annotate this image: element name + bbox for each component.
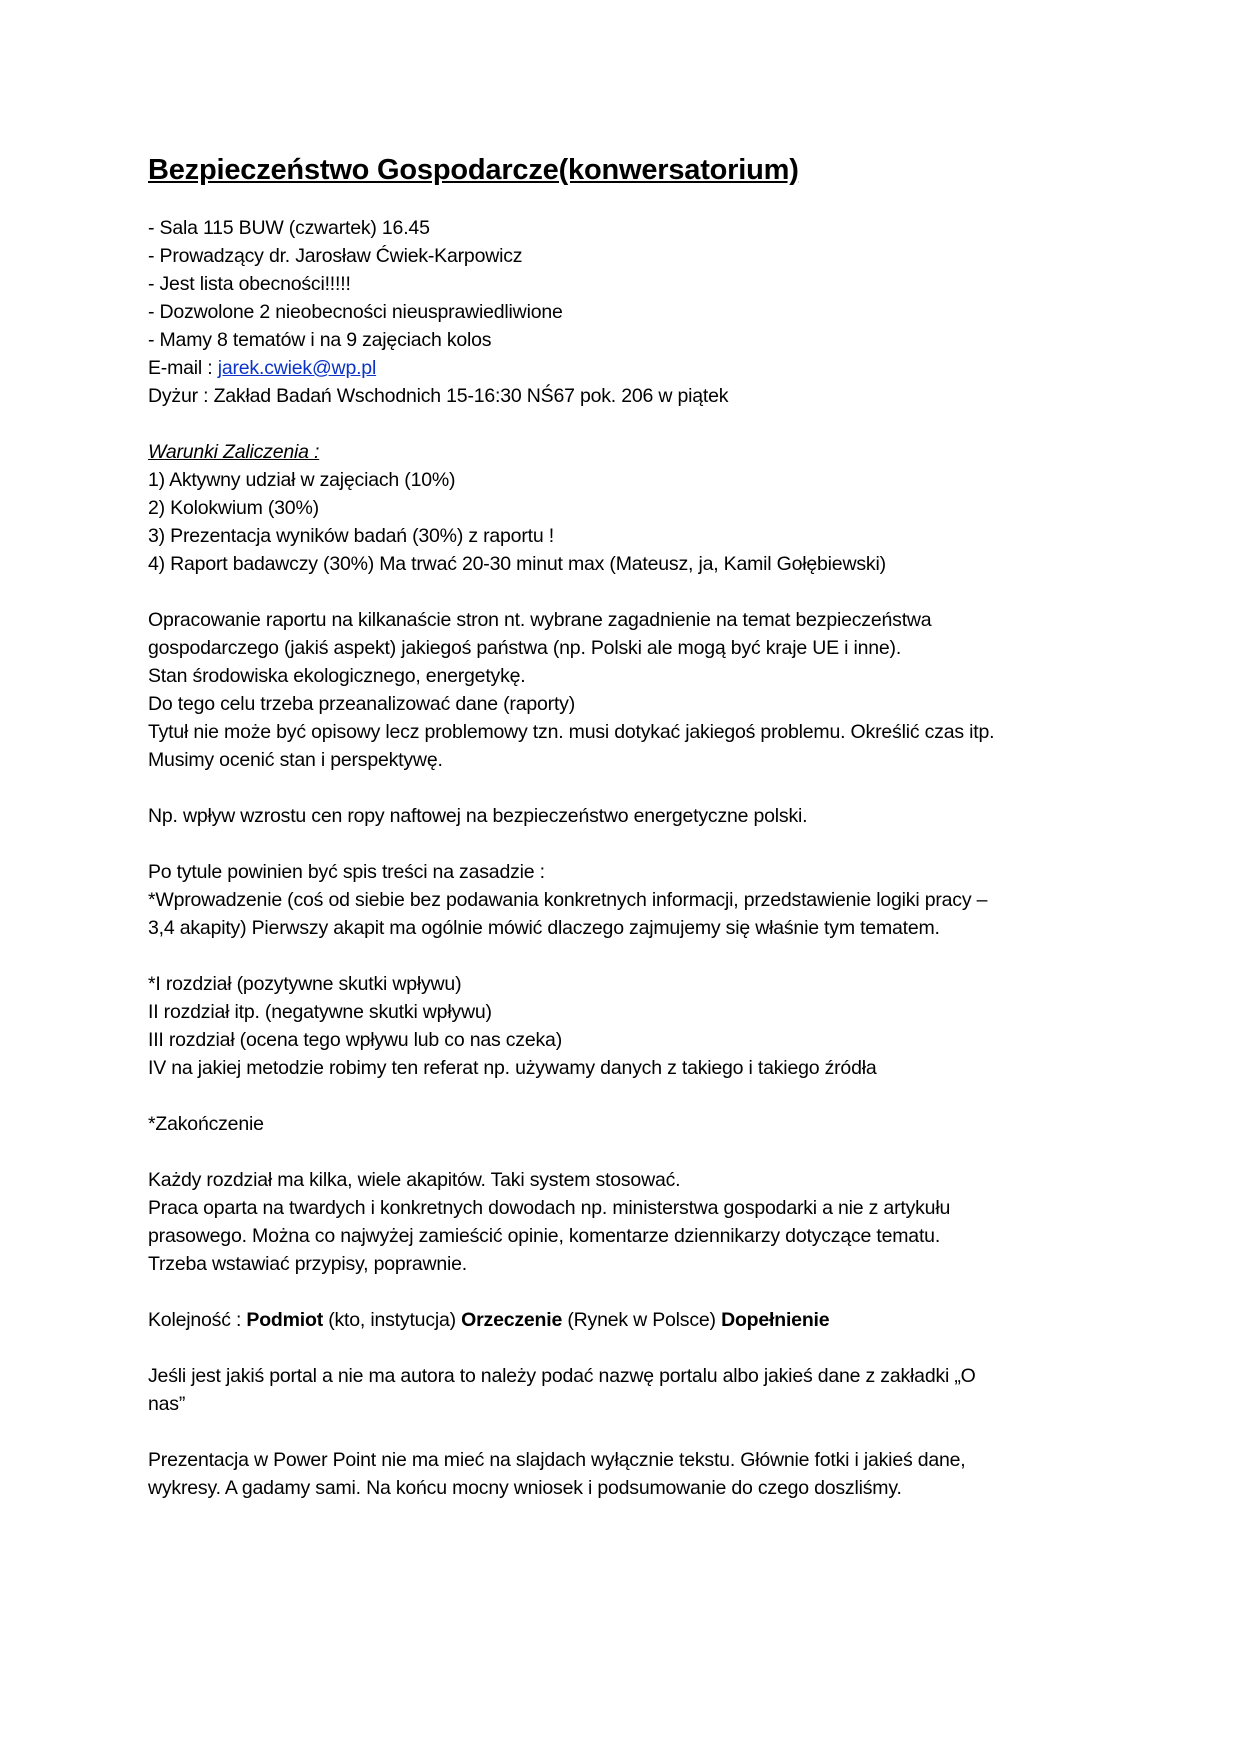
info-room: - Sala 115 BUW (czwartek) 16.45 [148,217,430,239]
chapter-item: II rozdział itp. (negatywne skutki wpływu) [148,1001,492,1023]
order-predicate-note: (Rynek w Polsce) [562,1309,722,1331]
condition-item: 3) Prezentacja wyników badań (30%) z raportu ! [148,525,554,547]
order-subject: Podmiot [246,1309,323,1331]
presentation-note [148,1446,1108,1502]
info-attendance: - Jest lista obecności!!!!! [148,273,351,295]
paragraph-line: Każdy rozdział ma kilka, wiele akapitów. Taki system stosować. [148,1169,681,1191]
info-email-line [148,354,1108,382]
chapters-list [148,970,1108,1082]
course-info [148,214,1108,410]
work-guidelines [148,1166,1108,1278]
email-link[interactable]: jarek.cwiek@wp.pl [217,357,377,379]
chapter-item: IV na jakiej metodzie robimy ten referat np. używamy danych z takiego i takiego źródła [148,1057,877,1079]
portal-note [148,1362,1108,1418]
paragraph-line: Praca oparta na twardych i konkretnych dowodach np. ministerstwa gospodarki a nie z artykułu [148,1197,951,1219]
conditions-heading: Warunki Zaliczenia : [148,441,320,463]
paragraph-line: nas” [148,1393,186,1415]
report-description [148,606,1108,774]
email-label: E-mail : [148,357,218,379]
paragraph-line: Do tego celu trzeba przeanalizować dane (raporty) [148,693,576,715]
paragraph-line: Musimy ocenić stan i perspektywę. [148,749,443,771]
paragraph-line: Tytuł nie może być opisowy lecz problemowy tzn. musi dotykać jakiegoś problemu. Określić czas itp. [148,721,995,743]
paragraph-line: wykresy. A gadamy sami. Na końcu mocny wniosek i podsumowanie do czego doszliśmy. [148,1477,902,1499]
chapter-item: III rozdział (ocena tego wpływu lub co nas czeka) [148,1029,562,1051]
paragraph-line: 3,4 akapity) Pierwszy akapit ma ogólnie mówić dlaczego zajmujemy się właśnie tym tematem. [148,917,940,939]
condition-item: 4) Raport badawczy (30%) Ma trwać 20-30 minut max (Mateusz, ja, Kamil Gołębiewski) [148,553,886,575]
paragraph-line: Prezentacja w Power Point nie ma mieć na slajdach wyłącznie tekstu. Głównie fotki i jakieś dane, [148,1449,966,1471]
order-predicate: Orzeczenie [461,1309,563,1331]
paragraph-line: Stan środowiska ekologicznego, energetykę. [148,665,526,687]
paragraph-line: Opracowanie raportu na kilkanaście stron nt. wybrane zagadnienie na temat bezpieczeństwa [148,609,932,631]
chapter-item: *I rozdział (pozytywne skutki wpływu) [148,973,462,995]
example-topic: Np. wpływ wzrostu cen ropy naftowej na bezpieczeństwo energetyczne polski. [148,805,808,827]
document-title: Bezpieczeństwo Gospodarcze(konwersatorium) [148,154,799,186]
document-page [148,150,1108,1502]
table-of-contents-info [148,858,1108,942]
paragraph-line: Po tytule powinien być spis treści na zasadzie : [148,861,545,883]
info-absences: - Dozwolone 2 nieobecności nieusprawiedliwione [148,301,563,323]
passing-conditions [148,438,1108,578]
info-lecturer: - Prowadzący dr. Jarosław Ćwiek-Karpowicz [148,245,523,267]
order-label: Kolejność : [148,1309,247,1331]
order-object: Dopełnienie [721,1309,830,1331]
sentence-order [148,1306,1108,1334]
paragraph-line: Jeśli jest jakiś portal a nie ma autora to należy podać nazwę portalu albo jakieś dane z zakładki „O [148,1365,976,1387]
paragraph-line: Trzeba wstawiać przypisy, poprawnie. [148,1253,468,1275]
condition-item: 1) Aktywny udział w zajęciach (10%) [148,469,456,491]
paragraph-line: prasowego. Można co najwyżej zamieścić opinie, komentarze dziennikarzy dotyczące tematu. [148,1225,941,1247]
info-topics: - Mamy 8 tematów i na 9 zajęciach kolos [148,329,492,351]
paragraph-line: gospodarczego (jakiś aspekt) jakiegoś państwa (np. Polski ale mogą być kraje UE i inne). [148,637,902,659]
order-subject-note: (kto, instytucja) [323,1309,462,1331]
paragraph-line: *Wprowadzenie (coś od siebie bez podawania konkretnych informacji, przedstawienie logiki pracy – [148,889,988,911]
info-office-hours: Dyżur : Zakład Badań Wschodnich 15-16:30 NŚ67 pok. 206 w piątek [148,385,729,407]
condition-item: 2) Kolokwium (30%) [148,497,319,519]
conclusion-item: *Zakończenie [148,1113,264,1135]
